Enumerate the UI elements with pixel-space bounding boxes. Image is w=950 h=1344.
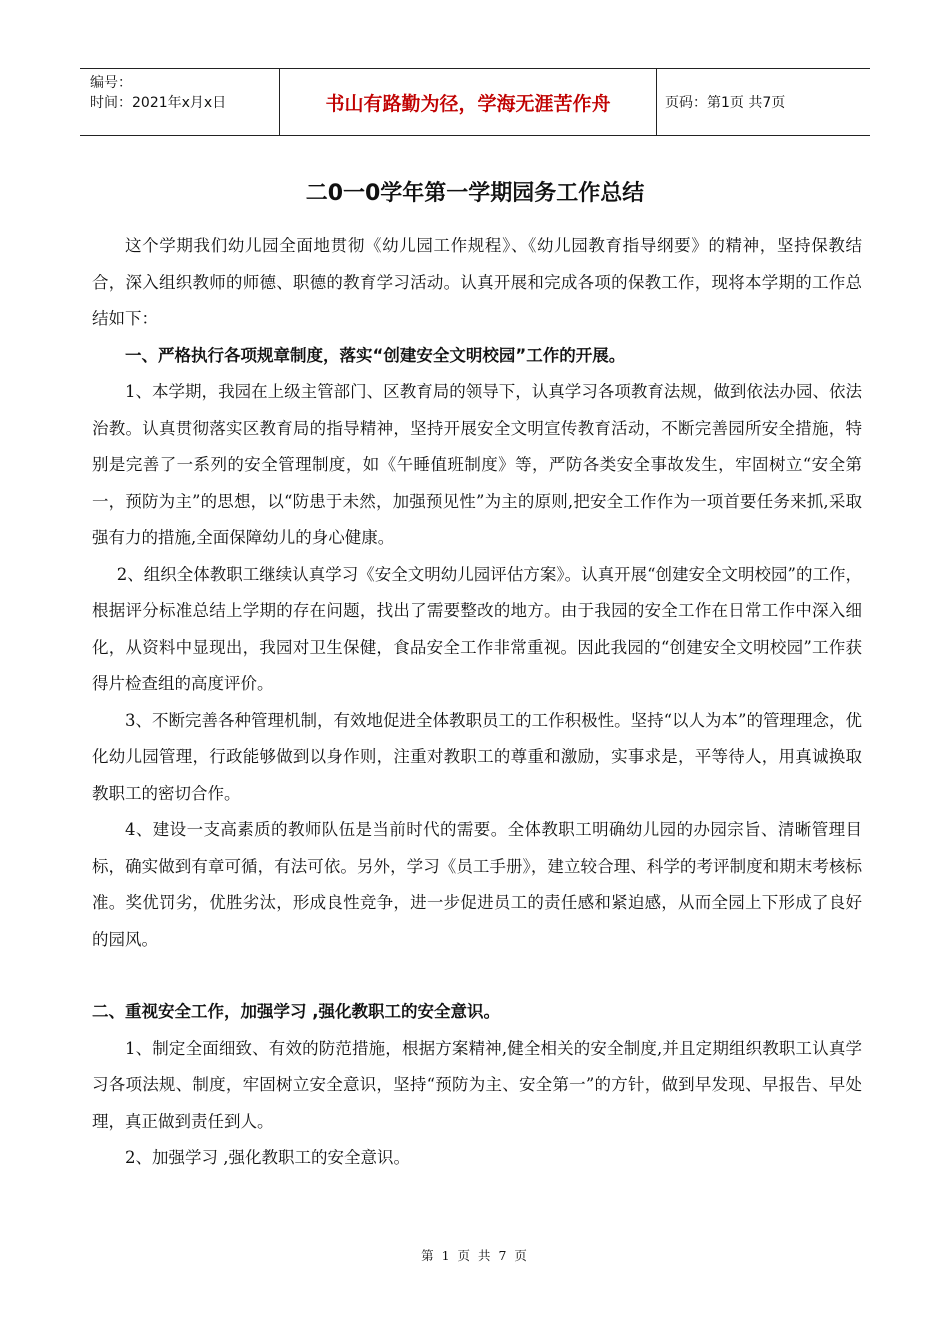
header-meta xyxy=(80,69,280,135)
section-heading-2: 二、重视安全工作，加强学习 ,强化教职工的安全意识。 xyxy=(92,1002,501,1021)
document-title: 二0一0学年第一学期园务工作总结 xyxy=(305,181,645,206)
section-1-item-1: 1、本学期，我园在上级主管部门、区教育局的领导下，认真学习各项教育法规，做到依法办园、依法治教。认真贯彻落实区教育局的指导精神，坚持开展安全文明宣传教育活动，不断完善园所安全措施，特别是完善了一系列的安全管理制度，如《午睡值班制度》等，严防各类安全事故发生，牢固树立“安全第一，预防为主”的思想，以“防患于未然，加强预见性”为主的原则,把安全工作作为一项首要任务来抓,采取强有力的措施,全面保障幼儿的身心健康。 xyxy=(92,382,862,547)
document-body xyxy=(92,228,862,1177)
page-footer: 第 1 页 共 7 页 xyxy=(421,1248,529,1263)
intro-paragraph: 这个学期我们幼儿园全面地贯彻《幼儿园工作规程》、《幼儿园教育指导纲要》的精神，坚持保教结合，深入组织教师的师德、职德的教育学习活动。认真开展和完成各项的保教工作，现将本学期的工作总结如下： xyxy=(92,236,862,328)
section-1-item-3: 3、不断完善各种管理机制，有效地促进全体教职员工的工作积极性。坚持“以人为本”的管理理念，优化幼儿园管理，行政能够做到以身作则，注重对教职工的尊重和激励，实事求是，平等待人，用真诚换取教职工的密切合作。 xyxy=(92,710,862,803)
page-header xyxy=(80,68,870,136)
section-2-item-2: 2、加强学习 ,强化教职工的安全意识。 xyxy=(125,1148,410,1167)
header-motto: 书山有路勤为径，学海无涯苦作舟 xyxy=(280,69,657,135)
section-1-item-4: 4、建设一支高素质的教师队伍是当前时代的需要。全体教职工明确幼儿园的办园宗旨、清晰管理目标，确实做到有章可循，有法可依。另外，学习《员工手册》，建立较合理、科学的考评制度和期末考核标准。奖优罚劣，优胜劣汰，形成良性竞争，进一步促进员工的责任感和紧迫感，从而全园上下形成了良好的园风。 xyxy=(92,820,862,949)
section-heading-1: 一、严格执行各项规章制度，落实“创建安全文明校园”工作的开展。 xyxy=(125,345,626,365)
document-time-label: 时间：2021年x月x日 xyxy=(90,95,227,111)
section-2-item-1: 1、制定全面细致、有效的防范措施，根据方案精神,健全相关的安全制度,并且定期组织教职工认真学习各项法规、制度，牢固树立安全意识，坚持“预防为主、安全第一”的方针，做到早发现、早报告、早处理，真正做到责任到人。 xyxy=(92,1038,862,1131)
header-page-code: 页码：第1页 共7页 xyxy=(665,95,786,111)
document-number-label: 编号： xyxy=(90,75,132,91)
section-1-item-2: 2、组织全体教职工继续认真学习《安全文明幼儿园评估方案》。认真开展“创建安全文明校园”的工作，根据评分标准总结上学期的存在问题，找出了需要整改的地方。由于我园的安全工作在日常工作中深入细化，从资料中显现出，我园对卫生保健，食品安全工作非常重视。因此我园的“创建安全文明校园”工作获得片检查组的高度评价。 xyxy=(92,564,862,693)
